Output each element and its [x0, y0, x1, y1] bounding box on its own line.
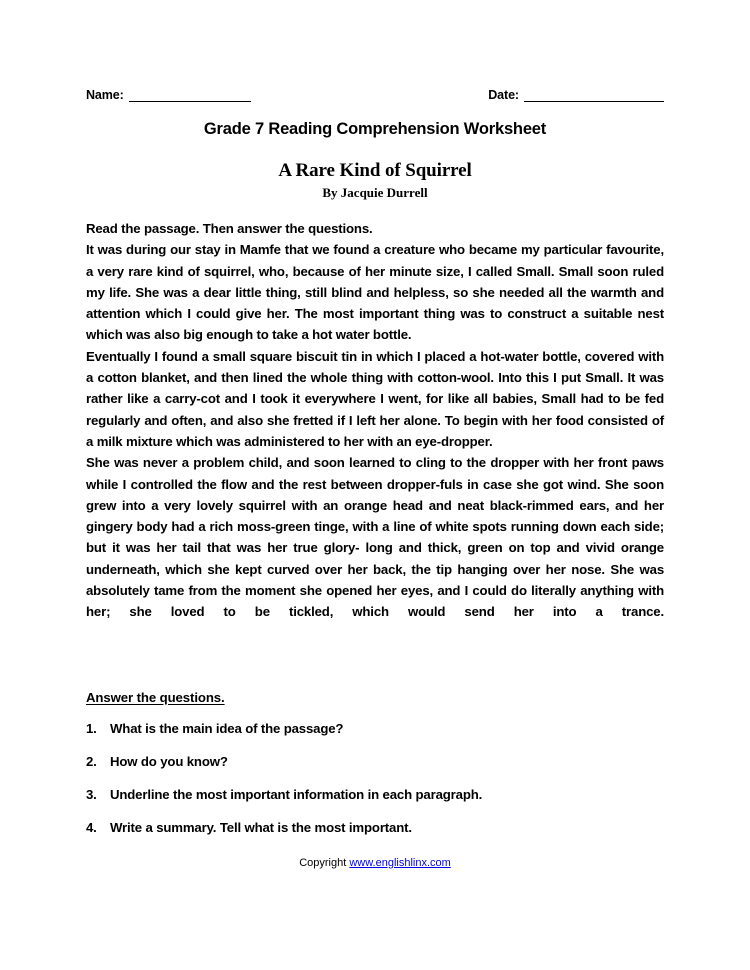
story-title: A Rare Kind of Squirrel [278, 160, 472, 181]
question-number: 4. [86, 820, 97, 835]
footer [0, 857, 750, 869]
questions-list [86, 721, 664, 853]
question-number: 2. [86, 754, 97, 769]
question-number: 1. [86, 721, 97, 736]
passage-paragraph-2: Eventually I found a small square biscuit tin in which I placed a hot-water bottle, covered with a cotton blanket, and then lined the whole thing with cotton-wool. Into this I put Small. It was rather like a carry-cot and I took it everywhere I went, for like all babies, Small had to be fed regularly and often, and also she fretted if I left her alone. To begin with her food consisted of a milk mixture which was administered to her with an eye-dropper. [86, 348, 664, 449]
question-item [86, 754, 664, 787]
englishlinx-link[interactable]: www.englishlinx.com [349, 857, 451, 869]
question-item [86, 820, 664, 853]
copyright-label: Copyright [299, 857, 347, 869]
question-text: What is the main idea of the passage? [110, 721, 344, 736]
passage-paragraph-3: She was never a problem child, and soon learned to cling to the dropper with her front paws while I controlled the flow and the rest between dropper-fuls in case she got wind. She soon grew into a very lovely squirrel with an orange head and neat black-rimmed ears, and her gingery body had a rich moss-green tinge, with a line of white spots running down each side; but it was her tail that was her true glory- long and thick, green on top and vivid orange underneath, which she kept curved over her back, the tip hanging over her nose. She was absolutely tame from the moment she opened her eyes, and I could do literally anything with her; she loved to be tickled, which would send her into a trance. [86, 455, 664, 620]
date-label: Date: [488, 88, 519, 102]
story-author: By Jacquie Durrell [322, 185, 428, 200]
name-date-row [86, 88, 664, 102]
passage-instruction: Read the passage. Then answer the questions. [86, 221, 373, 236]
question-item [86, 721, 664, 754]
name-input-line[interactable] [129, 89, 251, 102]
question-item [86, 787, 664, 820]
answer-section-heading: Answer the questions. [86, 690, 225, 705]
name-label: Name: [86, 88, 124, 102]
worksheet-title: Grade 7 Reading Comprehension Worksheet [203, 120, 547, 138]
passage-paragraph-1: It was during our stay in Mamfe that we found a creature who became my particular favourite, a very rare kind of squirrel, who, because of her minute size, I called Small. Small soon ruled my life. She was a dear little thing, still blind and helpless, so she needed all the warmth and attention which I could give her. The most important thing was to construct a suitable nest which was also big enough to take a hot water bottle. [86, 242, 664, 343]
question-number: 3. [86, 787, 97, 802]
question-text: Underline the most important information in each paragraph. [110, 787, 483, 802]
question-text: How do you know? [110, 754, 228, 769]
passage-body [86, 218, 664, 644]
date-input-line[interactable] [524, 89, 664, 102]
question-text: Write a summary. Tell what is the most important. [110, 820, 412, 835]
